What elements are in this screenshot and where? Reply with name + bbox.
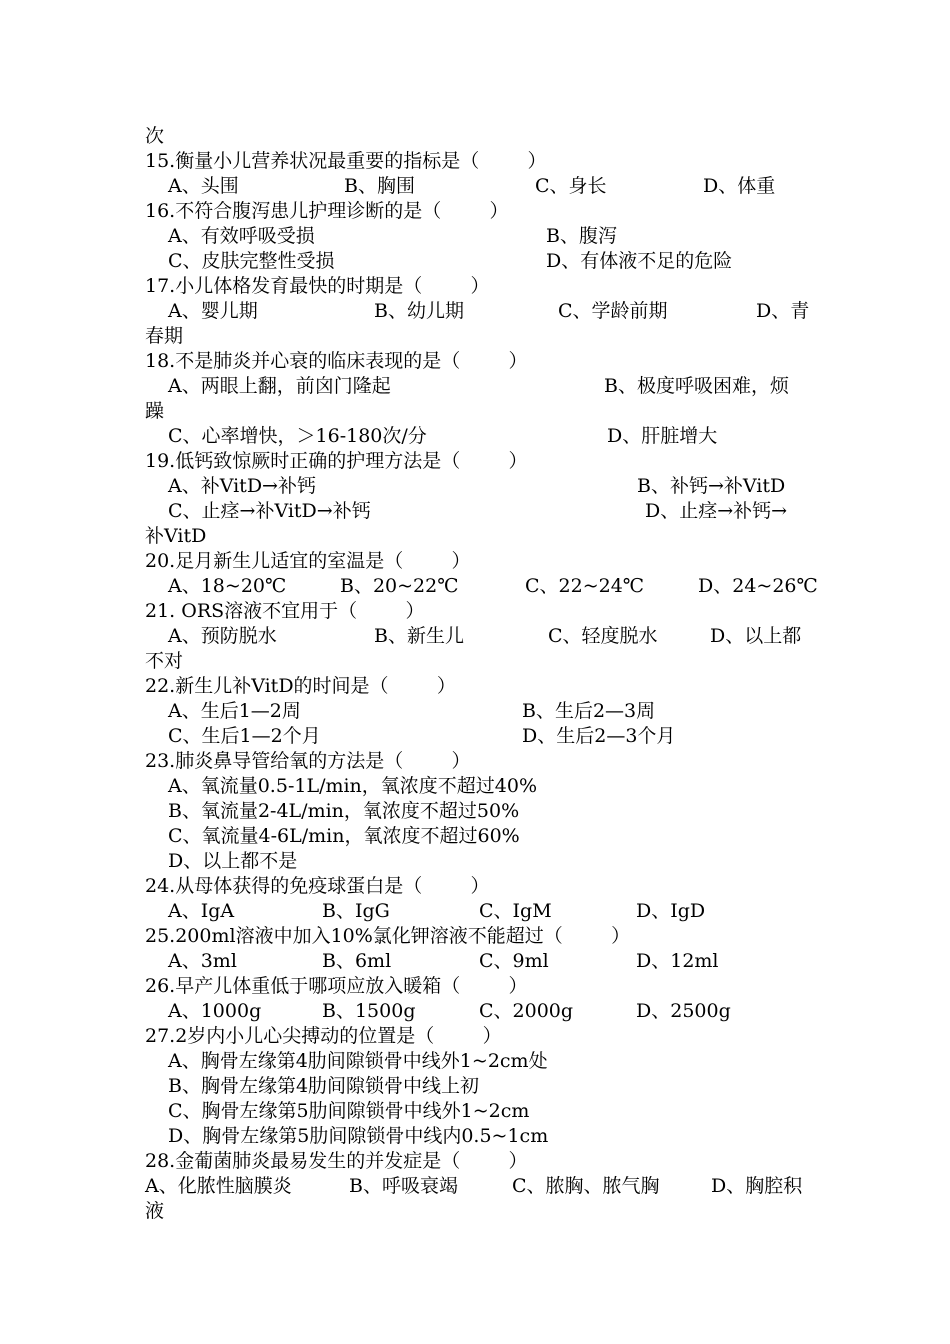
options-22-row1 [0, 698, 950, 724]
question-25: 25.200ml溶液中加入10%氯化钾溶液不能超过（ ） [145, 925, 631, 947]
option-c: C、止痉→补VitD→补钙 [168, 500, 371, 522]
question-26: 26.早产儿体重低于哪项应放入暖箱（ ） [145, 975, 528, 997]
option-c: C、胸骨左缘第5肋间隙锁骨中线外1~2cm [168, 1100, 530, 1122]
options-18-row2 [0, 423, 950, 449]
option-b: B、氧流量2-4L/min，氧浓度不超过50% [168, 800, 520, 822]
option-b: B、腹泻 [546, 225, 617, 247]
option-a: A、IgA [168, 900, 235, 922]
option-b: B、极度呼吸困难，烦 [604, 375, 789, 397]
text-line: 不对 [145, 650, 184, 672]
option-d: D、肝脏增大 [607, 425, 718, 447]
option-b: B、1500g [322, 1000, 416, 1022]
option-a: A、18~20℃ [168, 575, 287, 597]
option-a: A、头围 [168, 175, 239, 197]
option-b: B、生后2—3周 [522, 700, 656, 722]
option-b: B、IgG [322, 900, 390, 922]
options-17 [0, 298, 950, 324]
option-c: C、2000g [479, 1000, 574, 1022]
option-a: A、氧流量0.5-1L/min，氧浓度不超过40% [168, 775, 538, 797]
option-c: C、生后1—2个月 [168, 725, 321, 747]
options-28 [0, 1173, 950, 1199]
question-21: 21. ORS溶液不宜用于（ ） [145, 600, 425, 622]
question-19: 19.低钙致惊厥时正确的护理方法是（ ） [145, 450, 528, 472]
option-a: A、补VitD→补钙 [168, 475, 316, 497]
text-line: 补VitD [145, 525, 207, 547]
option-b: B、幼儿期 [374, 300, 464, 322]
option-d: D、IgD [636, 900, 706, 922]
option-c: C、学龄前期 [558, 300, 668, 322]
options-16-row1 [0, 223, 950, 249]
option-d: D、青 [756, 300, 810, 322]
text-line: 春期 [145, 325, 184, 347]
options-21 [0, 623, 950, 649]
option-d: D、以上都 [710, 625, 802, 647]
option-c: C、IgM [479, 900, 552, 922]
option-b: B、补钙→补VitD [637, 475, 786, 497]
option-d: D、生后2—3个月 [522, 725, 676, 747]
option-c: C、氧流量4-6L/min，氧浓度不超过60% [168, 825, 520, 847]
question-28: 28.金葡菌肺炎最易发生的并发症是（ ） [145, 1150, 528, 1172]
question-16: 16.不符合腹泻患儿护理诊断的是（ ） [145, 200, 509, 222]
text-line: 躁 [145, 400, 165, 422]
options-20 [0, 573, 950, 599]
question-15: 15.衡量小儿营养状况最重要的指标是（ ） [145, 150, 547, 172]
option-a: A、预防脱水 [168, 625, 277, 647]
question-24: 24.从母体获得的免疫球蛋白是（ ） [145, 875, 490, 897]
question-23: 23.肺炎鼻导管给氧的方法是（ ） [145, 750, 471, 772]
question-20: 20.足月新生儿适宜的室温是（ ） [145, 550, 471, 572]
options-16-row2 [0, 248, 950, 274]
question-17: 17.小儿体格发育最快的时期是（ ） [145, 275, 490, 297]
options-22-row2 [0, 723, 950, 749]
option-c: C、脓胸、脓气胸 [512, 1175, 660, 1197]
option-a: A、生后1—2周 [168, 700, 301, 722]
text-line: 液 [145, 1200, 165, 1222]
option-b: B、20~22℃ [340, 575, 459, 597]
option-a: A、3ml [168, 950, 237, 972]
options-18-row1 [0, 373, 950, 399]
option-d: D、12ml [636, 950, 719, 972]
option-d: D、止痉→补钙→ [645, 500, 788, 522]
option-d: D、胸腔积 [711, 1175, 803, 1197]
options-15 [0, 173, 950, 199]
option-c: C、身长 [535, 175, 607, 197]
option-a: A、有效呼吸受损 [168, 225, 315, 247]
option-c: C、心率增快，＞16-180次/分 [168, 425, 427, 447]
option-d: D、有体液不足的危险 [546, 250, 733, 272]
option-b: B、胸骨左缘第4肋间隙锁骨中线上初 [168, 1075, 480, 1097]
option-d: D、24~26℃ [698, 575, 818, 597]
option-a: A、婴儿期 [168, 300, 258, 322]
option-b: B、新生儿 [374, 625, 464, 647]
question-22: 22.新生儿补VitD的时间是（ ） [145, 675, 456, 697]
option-a: A、两眼上翻，前囟门隆起 [168, 375, 391, 397]
options-25 [0, 948, 950, 974]
option-b: B、呼吸衰竭 [349, 1175, 458, 1197]
options-19-row1 [0, 473, 950, 499]
options-26 [0, 998, 950, 1024]
text-line: 次 [145, 125, 165, 147]
option-b: B、6ml [322, 950, 392, 972]
option-d: D、以上都不是 [168, 850, 298, 872]
options-24 [0, 898, 950, 924]
options-19-row2 [0, 498, 950, 524]
option-c: C、皮肤完整性受损 [168, 250, 335, 272]
option-a: A、胸骨左缘第4肋间隙锁骨中线外1~2cm处 [168, 1050, 548, 1072]
option-b: B、胸围 [344, 175, 415, 197]
option-c: C、轻度脱水 [548, 625, 658, 647]
option-d: D、2500g [636, 1000, 731, 1022]
question-18: 18.不是肺炎并心衰的临床表现的是（ ） [145, 350, 528, 372]
option-d: D、体重 [703, 175, 776, 197]
option-a: A、化脓性脑膜炎 [145, 1175, 292, 1197]
option-a: A、1000g [168, 1000, 262, 1022]
question-27: 27.2岁内小儿心尖搏动的位置是（ ） [145, 1025, 502, 1047]
option-c: C、9ml [479, 950, 549, 972]
option-d: D、胸骨左缘第5肋间隙锁骨中线内0.5~1cm [168, 1125, 549, 1147]
option-c: C、22~24℃ [525, 575, 645, 597]
